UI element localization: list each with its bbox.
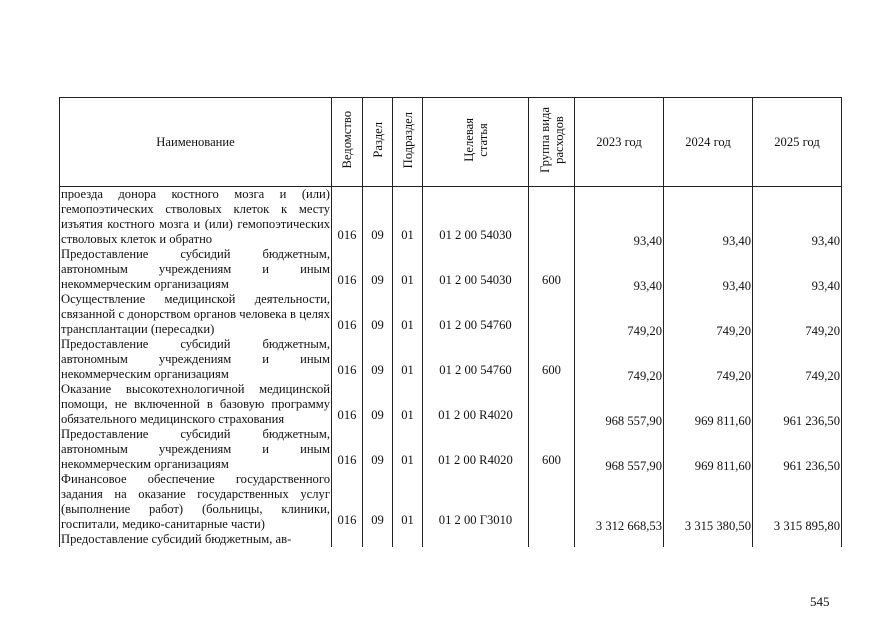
row-2023-cell [575,472,664,532]
row-2023-cell [575,187,664,248]
row-2024-cell [664,292,753,337]
row-gruppa-cell [529,427,575,472]
row-podrazdel-cell [393,337,423,382]
row-2025-cell [753,187,842,248]
row-podrazdel-text: 01 [401,453,414,467]
header-vedomstvo [332,98,363,187]
row-2024-text: 749,20 [716,324,751,338]
row-vedomstvo-text: 016 [337,513,357,527]
row-2025-cell [753,337,842,382]
table-row [60,187,842,248]
row-2025-text: 961 236,50 [783,414,840,428]
page-number: 545 [810,594,830,609]
row-vedomstvo-text: 016 [337,318,357,332]
header-2024-label: 2024 год [685,134,731,149]
row-celevaya-text: 01 2 00 54760 [439,318,512,332]
row-2025-cell [753,247,842,292]
row-2024-text: 93,40 [722,279,751,293]
row-2023-cell [575,532,664,547]
row-2023-cell [575,427,664,472]
row-name-text: Предоставление субсидий бюджетным, ав- [61,532,292,546]
row-name-text: Предоставление субсидий бюджетным, автономным учреждениям и иным некоммерческим организациям [61,337,330,381]
row-2024-cell [664,247,753,292]
row-name-cell [60,472,332,532]
header-name [60,98,332,187]
row-name-text: Предоставление субсидий бюджетным, автономным учреждениям и иным некоммерческим организациям [61,427,330,471]
row-2025-text: 749,20 [805,324,840,338]
row-2024-text: 3 315 380,50 [684,519,751,533]
row-razdel-text: 09 [371,408,384,422]
table-row [60,472,842,532]
row-celevaya-cell [423,532,529,547]
header-gruppa-line1: Группа вида [537,107,552,173]
header-name-label: Наименование [156,134,235,149]
row-celevaya-cell [423,427,529,472]
header-gruppa [529,98,575,187]
row-celevaya-text: 01 2 00 54030 [439,228,512,242]
row-vedomstvo-cell [332,427,363,472]
row-celevaya-cell [423,382,529,427]
row-celevaya-text: 01 2 00 R4020 [438,408,513,422]
header-celevaya-line1: Целевая [461,118,476,162]
row-podrazdel-text: 01 [401,318,414,332]
row-gruppa-text: 600 [542,363,561,377]
row-name-cell [60,532,332,547]
row-podrazdel-cell [393,292,423,337]
row-podrazdel-text: 01 [401,513,414,527]
row-vedomstvo-cell [332,292,363,337]
row-podrazdel-text: 01 [401,363,414,377]
row-podrazdel-cell [393,382,423,427]
row-vedomstvo-text: 016 [337,363,357,377]
row-2025-text: 3 315 895,80 [773,519,840,533]
row-2025-cell [753,292,842,337]
row-name-cell [60,187,332,248]
header-2025-label: 2025 год [774,134,820,149]
header-2025 [753,98,842,187]
row-vedomstvo-cell [332,187,363,248]
header-podrazdel [393,98,423,187]
table-header-row [60,98,842,187]
row-2024-cell [664,337,753,382]
row-gruppa-cell [529,382,575,427]
row-name-cell [60,292,332,337]
row-razdel-cell [363,382,393,427]
table-row [60,532,842,547]
header-celevaya-label [462,118,490,162]
row-podrazdel-text: 01 [401,273,414,287]
header-gruppa-line2: расходов [551,116,566,164]
table-row [60,337,842,382]
row-celevaya-cell [423,472,529,532]
row-2023-cell [575,247,664,292]
row-2023-text: 93,40 [633,234,662,248]
header-razdel-label: Раздел [370,122,385,158]
row-2023-text: 968 557,90 [605,459,662,473]
row-gruppa-cell [529,472,575,532]
row-name-text: Финансовое обеспечение государственного задания на оказание государственных услуг (выполнение работ) (больницы, клиники, госпитали, медико-санитарные части) [61,472,330,531]
row-2025-cell [753,427,842,472]
row-vedomstvo-cell [332,337,363,382]
row-2023-cell [575,292,664,337]
table-row [60,427,842,472]
row-razdel-cell [363,187,393,248]
row-vedomstvo-cell [332,472,363,532]
row-gruppa-cell [529,532,575,547]
row-razdel-cell [363,427,393,472]
row-celevaya-text: 01 2 00 Г3010 [438,513,513,527]
table-row [60,247,842,292]
row-name-text: Оказание высокотехнологичной медицинской помощи, не включенной в базовую программу обязательного медицинского страхования [61,382,330,426]
row-name-cell [60,247,332,292]
row-celevaya-cell [423,187,529,248]
table-body [60,187,842,548]
row-razdel-cell [363,532,393,547]
header-celevaya-line2: статья [475,123,490,157]
row-podrazdel-cell [393,427,423,472]
header-2023 [575,98,664,187]
row-razdel-text: 09 [371,363,384,377]
row-2023-text: 749,20 [627,324,662,338]
table-row [60,382,842,427]
row-2023-text: 3 312 668,53 [595,519,662,533]
row-2023-cell [575,382,664,427]
row-razdel-cell [363,247,393,292]
header-razdel [363,98,393,187]
row-celevaya-text: 01 2 00 54030 [439,273,512,287]
row-vedomstvo-text: 016 [337,453,357,467]
row-celevaya-cell [423,247,529,292]
row-gruppa-cell [529,337,575,382]
row-celevaya-cell [423,337,529,382]
row-razdel-cell [363,472,393,532]
row-2024-cell [664,382,753,427]
row-name-text: проезда донора костного мозга и (или) гемопоэтических стволовых клеток к месту изъятия костного мозга и (или) гемопоэтических стволовых клеток и обратно [61,187,330,246]
row-podrazdel-text: 01 [401,408,414,422]
row-podrazdel-cell [393,472,423,532]
row-gruppa-cell [529,292,575,337]
row-2025-text: 961 236,50 [783,459,840,473]
row-razdel-text: 09 [371,228,384,242]
row-2025-text: 93,40 [811,279,840,293]
row-gruppa-text: 600 [542,273,561,287]
row-razdel-cell [363,337,393,382]
row-razdel-cell [363,292,393,337]
row-gruppa-cell [529,187,575,248]
row-vedomstvo-text: 016 [337,228,357,242]
row-podrazdel-cell [393,187,423,248]
row-name-cell [60,382,332,427]
row-2023-text: 749,20 [627,369,662,383]
row-podrazdel-cell [393,532,423,547]
row-2024-text: 93,40 [722,234,751,248]
row-name-text: Предоставление субсидий бюджетным, автономным учреждениям и иным некоммерческим организациям [61,247,330,291]
budget-table [59,97,842,547]
row-gruppa-cell [529,247,575,292]
header-gruppa-label [538,107,566,173]
row-2024-cell [664,532,753,547]
row-razdel-text: 09 [371,513,384,527]
row-2025-cell [753,382,842,427]
table-row [60,292,842,337]
row-2024-cell [664,472,753,532]
row-celevaya-text: 01 2 00 R4020 [438,453,513,467]
header-celevaya [423,98,529,187]
row-2024-cell [664,427,753,472]
row-vedomstvo-text: 016 [337,408,357,422]
row-2023-text: 968 557,90 [605,414,662,428]
row-2024-cell [664,187,753,248]
header-2024 [664,98,753,187]
row-gruppa-text: 600 [542,453,561,467]
row-razdel-text: 09 [371,318,384,332]
row-2023-text: 93,40 [633,279,662,293]
row-podrazdel-cell [393,247,423,292]
row-2024-text: 969 811,60 [694,414,751,428]
row-2025-cell [753,472,842,532]
row-name-cell [60,337,332,382]
row-vedomstvo-cell [332,247,363,292]
row-2024-text: 749,20 [716,369,751,383]
row-celevaya-cell [423,292,529,337]
row-2025-text: 93,40 [811,234,840,248]
header-vedomstvo-label: Ведомство [340,111,354,169]
row-2024-text: 969 811,60 [694,459,751,473]
row-name-cell [60,427,332,472]
row-2025-cell [753,532,842,547]
header-podrazdel-label: Подраздел [400,111,415,169]
row-celevaya-text: 01 2 00 54760 [439,363,512,377]
row-2025-text: 749,20 [805,369,840,383]
row-vedomstvo-cell [332,382,363,427]
row-razdel-text: 09 [371,273,384,287]
row-name-text: Осуществление медицинской деятельности, связанной с донорством органов человека в целях трансплантации (пересадки) [61,292,330,336]
header-2023-label: 2023 год [596,134,642,149]
row-2023-cell [575,337,664,382]
row-vedomstvo-text: 016 [337,273,357,287]
row-podrazdel-text: 01 [401,228,414,242]
row-razdel-text: 09 [371,453,384,467]
row-vedomstvo-cell [332,532,363,547]
